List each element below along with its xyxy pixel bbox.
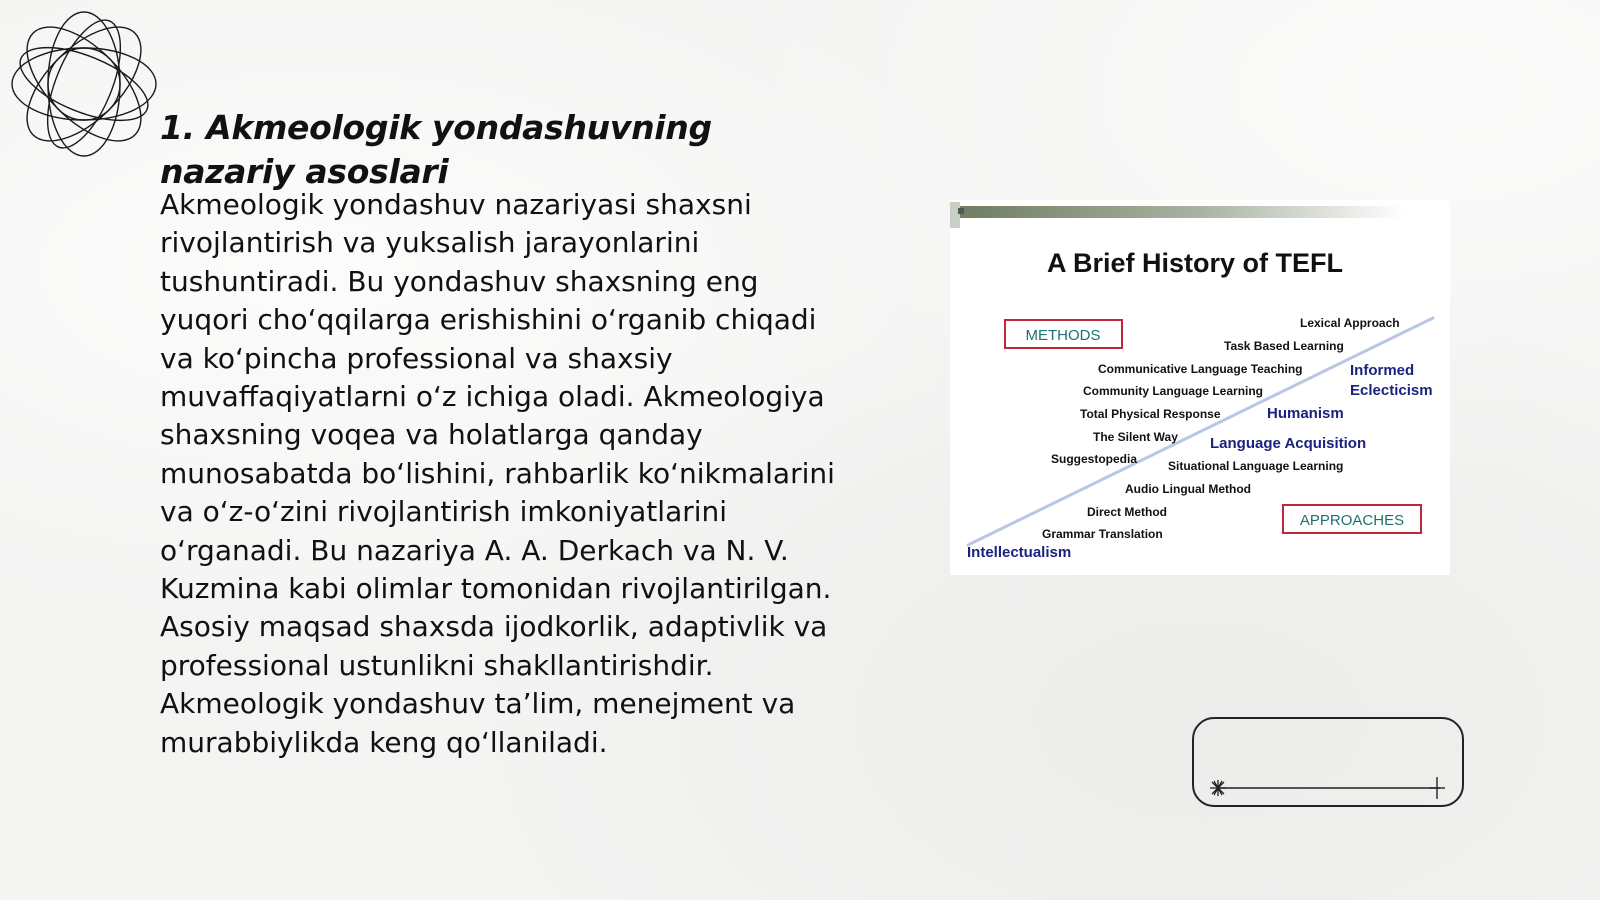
approach-informed: Informed	[1350, 362, 1415, 379]
methods-label: METHODS	[1025, 327, 1101, 344]
method-suggestopedia: Suggestopedia	[1051, 452, 1138, 466]
method-task-based-learning: Task Based Learning	[1224, 339, 1344, 353]
figure-header-bar	[950, 206, 1405, 218]
slide-title: 1. Akmeologik yondashuvning nazariy asoslari	[160, 108, 712, 191]
figure-corner-mark	[950, 202, 960, 228]
method-silent-way: The Silent Way	[1093, 430, 1178, 444]
approach-humanism: Humanism	[1267, 405, 1344, 422]
method-total-physical-response: Total Physical Response	[1080, 407, 1221, 421]
approach-eclecticism: Eclecticism	[1350, 382, 1433, 399]
method-situational-language-learning: Situational Language Learning	[1168, 459, 1344, 473]
approaches-label: APPROACHES	[1299, 512, 1405, 529]
sparkle-line-icon	[1194, 719, 1466, 809]
approach-intellectualism: Intellectualism	[967, 544, 1072, 561]
method-grammar-translation: Grammar Translation	[1042, 527, 1163, 541]
tefl-history-figure	[950, 200, 1450, 575]
history-diagonal-line	[968, 318, 1433, 545]
method-community-language-learning: Community Language Learning	[1083, 384, 1264, 398]
orbit-rings-icon	[10, 10, 158, 158]
ornament-frame	[1192, 717, 1464, 807]
figure-title: A Brief History of TEFL	[1046, 248, 1344, 278]
method-lexical-approach: Lexical Approach	[1300, 316, 1400, 330]
slide-body-text: Akmeologik yondashuv nazariyasi shaxsni rivojlantirish va yuksalish jarayonlarini tushuntiradi. Bu yondashuv shaxsning eng yuqori cho‘qqilarga erishishini o‘rganib chiqadi va ko‘pincha professional va shaxsiy muvaffaqiyatlarni o‘z ichiga oladi. Akmeologiya shaxsning voqea va holatlarga qanday munosabatda bo‘lishini, rahbarlik ko‘nikmalarini va o‘z-o‘zini rivojlantirish imkoniyatlarini o‘rganadi. Bu nazariya A. A. Derkach va N. V. Kuzmina kabi olimlar tomonidan rivojlantirilgan. Asosiy maqsad shaxsda ijodkorlik, adaptivlik va professional ustunlikni shakllantirishdir. Akmeologik yondashuv ta’lim, menejment va murabbiylikda keng qo‘llaniladi.	[160, 188, 835, 759]
approach-language-acquisition: Language Acquisition	[1210, 435, 1367, 452]
method-communicative-language-teaching: Communicative Language Teaching	[1098, 362, 1303, 376]
method-direct-method: Direct Method	[1087, 505, 1168, 519]
method-audio-lingual: Audio Lingual Method	[1125, 482, 1251, 496]
